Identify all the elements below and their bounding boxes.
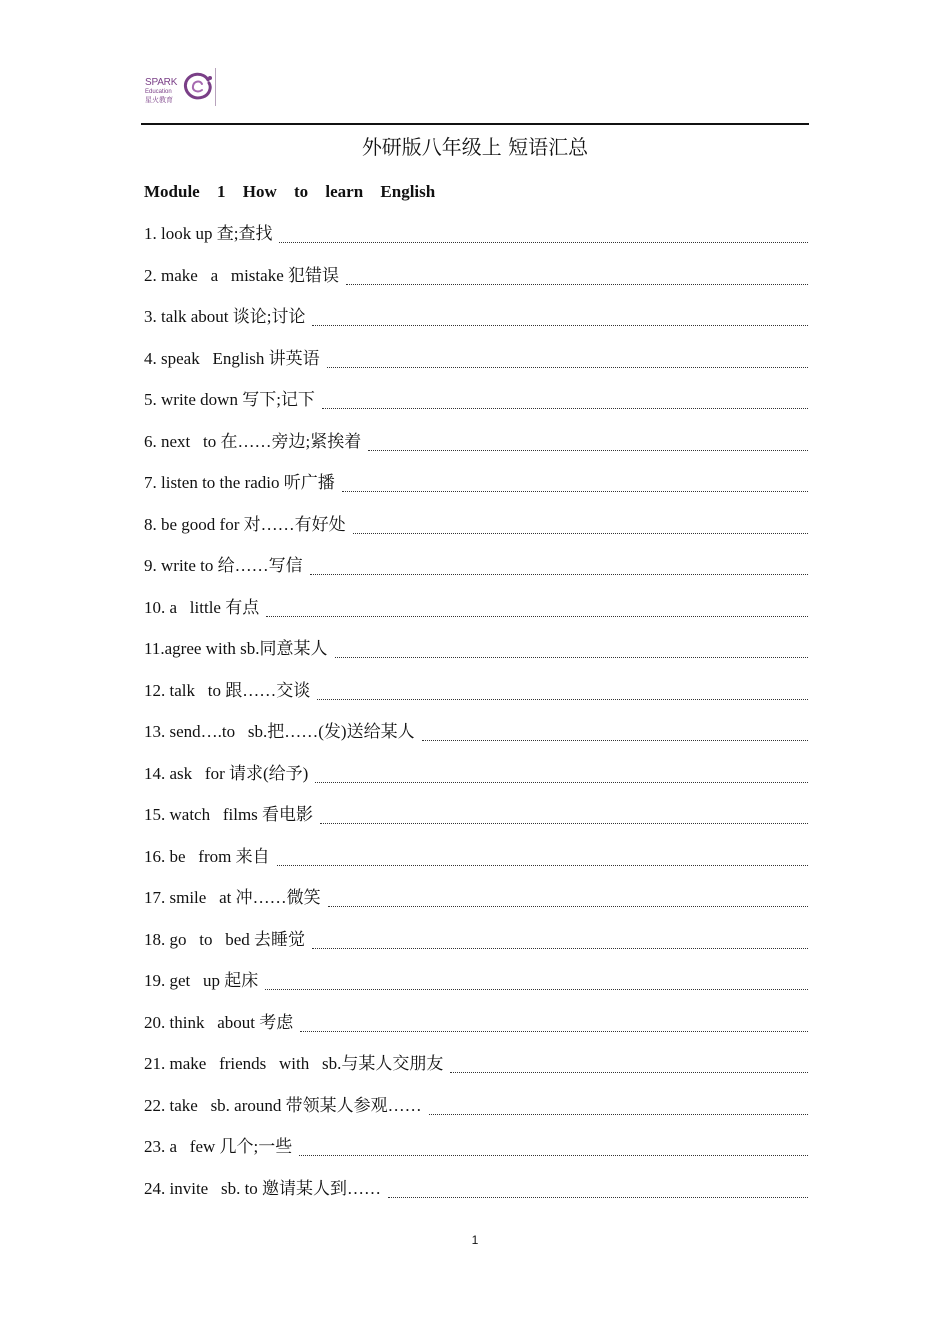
- phrase-text: 5. write down 写下;记下: [144, 390, 315, 409]
- phrase-text: 2. make a mistake 犯错误: [144, 265, 339, 285]
- answer-blank-line: [346, 284, 808, 285]
- logo-divider: [215, 68, 216, 106]
- logo-chinese-text: 星火教育: [145, 96, 173, 104]
- phrase-entry: [144, 304, 808, 330]
- answer-blank-line: [265, 989, 808, 990]
- spark-swirl-icon: [178, 68, 216, 106]
- phrase-entry: [144, 512, 808, 538]
- phrase-text: 14. ask for 请求(给予): [144, 763, 309, 783]
- answer-blank-line: [299, 1155, 808, 1156]
- phrase-text: 19. get up 起床: [144, 971, 259, 990]
- logo-text: SPARK: [145, 77, 178, 88]
- answer-blank-line: [320, 823, 808, 824]
- phrase-entry: [144, 719, 808, 745]
- phrase-text: 12. talk to 跟……交谈: [144, 680, 311, 700]
- page-number: 1: [471, 1233, 479, 1247]
- phrase-entry: [144, 844, 808, 870]
- phrase-entry: [144, 1176, 808, 1202]
- phrase-text: 1. look up 查;查找: [144, 224, 273, 243]
- answer-blank-line: [328, 906, 808, 907]
- phrase-text: 8. be good for 对……有好处: [144, 514, 346, 534]
- logo-subtext: Education: [145, 89, 172, 95]
- answer-blank-line: [342, 491, 808, 492]
- phrase-text: 9. write to 给……写信: [144, 556, 303, 575]
- answer-blank-line: [317, 699, 808, 700]
- phrase-text: 11.agree with sb.同意某人: [144, 639, 328, 658]
- phrase-entry: [144, 595, 808, 621]
- spark-education-logo: [144, 66, 218, 108]
- answer-blank-line: [312, 325, 808, 326]
- answer-blank-line: [300, 1031, 808, 1032]
- answer-blank-line: [422, 740, 808, 741]
- phrase-entry: [144, 885, 808, 911]
- phrase-entry: [144, 263, 808, 289]
- phrase-entry: [144, 221, 808, 247]
- document-title: 外研版八年级上 短语汇总: [361, 135, 589, 159]
- answer-blank-line: [312, 948, 808, 949]
- phrase-text: 18. go to bed 去睡觉: [144, 929, 306, 949]
- header-rule: [141, 123, 809, 125]
- phrase-entry: [144, 1051, 808, 1077]
- phrase-entry: [144, 968, 808, 994]
- module-heading: Module 1 How to learn English: [144, 182, 436, 201]
- answer-blank-line: [388, 1197, 808, 1198]
- phrase-entry: [144, 553, 808, 579]
- phrase-text: 4. speak English 讲英语: [144, 348, 320, 368]
- phrase-text: 21. make friends with sb.与某人交朋友: [144, 1054, 444, 1073]
- phrase-entry: [144, 678, 808, 704]
- phrase-entry: [144, 429, 808, 455]
- phrase-entry: [144, 1093, 808, 1119]
- phrase-text: 13. send….to sb.把……(发)送给某人: [144, 722, 415, 741]
- phrase-text: 6. next to 在……旁边;紧挨着: [144, 431, 362, 451]
- phrase-text: 7. listen to the radio 听广播: [144, 473, 335, 492]
- phrase-text: 16. be from 来自: [144, 846, 270, 866]
- phrase-text: 3. talk about 谈论;讨论: [144, 307, 306, 326]
- answer-blank-line: [450, 1072, 808, 1073]
- phrase-entry: [144, 470, 808, 496]
- answer-blank-line: [310, 574, 808, 575]
- phrase-entry: [144, 802, 808, 828]
- answer-blank-line: [277, 865, 808, 866]
- answer-blank-line: [279, 242, 808, 243]
- phrase-text: 22. take sb. around 带领某人参观……: [144, 1095, 422, 1115]
- phrase-entry: [144, 1010, 808, 1036]
- answer-blank-line: [429, 1114, 808, 1115]
- phrase-text: 15. watch films 看电影: [144, 805, 314, 824]
- phrase-text: 24. invite sb. to 邀请某人到……: [144, 1178, 382, 1198]
- phrase-text: 23. a few 几个;一些: [144, 1137, 293, 1156]
- phrase-text: 10. a little 有点: [144, 597, 260, 617]
- answer-blank-line: [315, 782, 808, 783]
- phrase-text: 20. think about 考虑: [144, 1012, 294, 1032]
- phrase-entry: [144, 346, 808, 372]
- phrase-text: 17. smile at 冲……微笑: [144, 888, 321, 907]
- phrase-entry: [144, 636, 808, 662]
- phrase-entry: [144, 387, 808, 413]
- answer-blank-line: [368, 450, 808, 451]
- phrase-entry: [144, 1134, 808, 1160]
- answer-blank-line: [335, 657, 808, 658]
- answer-blank-line: [327, 367, 808, 368]
- phrase-entry: [144, 927, 808, 953]
- answer-blank-line: [322, 408, 808, 409]
- phrase-entry: [144, 761, 808, 787]
- answer-blank-line: [266, 616, 808, 617]
- answer-blank-line: [353, 533, 808, 534]
